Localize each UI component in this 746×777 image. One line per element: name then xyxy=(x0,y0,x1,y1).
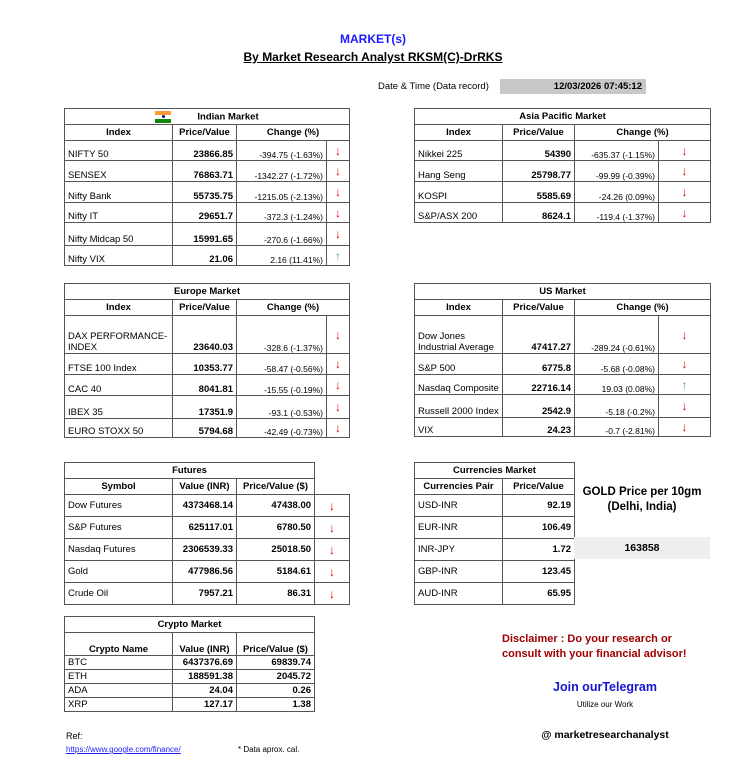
col-header: Index xyxy=(65,125,173,141)
index-value: 55735.75 xyxy=(173,182,237,203)
currency-pair: GBP-INR xyxy=(415,561,503,583)
future-value-inr: 625117.01 xyxy=(173,517,237,539)
index-change: -15.55 (-0.19%) xyxy=(237,375,327,396)
currency-value: 92.19 xyxy=(503,495,575,517)
future-value-inr: 4373468.14 xyxy=(173,495,237,517)
index-value: 17351.9 xyxy=(173,396,237,419)
europe-market-rows xyxy=(65,316,350,438)
index-name: IBEX 35 xyxy=(65,396,173,419)
table-title: Currencies Market xyxy=(415,463,575,479)
table-title: Crypto Market xyxy=(65,617,315,633)
table-row xyxy=(65,375,350,396)
index-name: SENSEX xyxy=(65,161,173,182)
table-row xyxy=(65,203,350,223)
crypto-name: ADA xyxy=(65,684,173,698)
table-row xyxy=(65,354,350,375)
currencies-rows xyxy=(415,495,575,605)
table-row xyxy=(415,354,711,375)
approx-note: * Data aprox. cal. xyxy=(238,745,300,754)
currency-pair: USD-INR xyxy=(415,495,503,517)
index-name: S&P 500 xyxy=(415,354,503,375)
utilize-note: Utilize our Work xyxy=(576,700,634,709)
table-title: Futures xyxy=(65,463,315,479)
red-down-arrow-icon: ↓ xyxy=(315,539,350,561)
crypto-value-usd: 2045.72 xyxy=(237,670,315,684)
index-value: 76863.71 xyxy=(173,161,237,182)
table-title: US Market xyxy=(415,284,711,300)
index-name: DAX PERFORMANCE-INDEX xyxy=(65,316,173,354)
col-header: Value (INR) xyxy=(173,479,237,495)
currency-value: 1.72 xyxy=(503,539,575,561)
future-symbol: Crude Oil xyxy=(65,583,173,605)
social-handle: @ marketresearchanalyst xyxy=(541,729,669,741)
future-value-usd: 5184.61 xyxy=(237,561,315,583)
gold-price-value: 163858 xyxy=(574,537,710,559)
index-value: 29651.7 xyxy=(173,203,237,223)
red-down-arrow-icon: ↓ xyxy=(327,354,350,375)
col-header: Change (%) xyxy=(575,300,711,316)
red-down-arrow-icon: ↓ xyxy=(327,316,350,354)
index-name: Nifty Bank xyxy=(65,182,173,203)
currency-value: 65.95 xyxy=(503,583,575,605)
crypto-value-inr: 24.04 xyxy=(173,684,237,698)
col-header: Change (%) xyxy=(575,125,711,141)
currencies-table xyxy=(414,462,575,605)
crypto-name: XRP xyxy=(65,698,173,712)
indian-market-rows xyxy=(65,141,350,266)
datetime-value: 12/03/2026 07:45:12 xyxy=(500,79,646,94)
index-name: NIFTY 50 xyxy=(65,141,173,161)
red-down-arrow-icon: ↓ xyxy=(659,354,711,375)
disclaimer: Disclaimer : Do your research or consult with your financial advisor! xyxy=(502,633,687,660)
future-value-inr: 477986.56 xyxy=(173,561,237,583)
futures-rows xyxy=(65,495,350,605)
table-title: Asia Pacific Market xyxy=(415,109,711,125)
col-header: Value (INR) xyxy=(173,633,237,656)
table-row xyxy=(415,161,711,182)
red-down-arrow-icon: ↓ xyxy=(659,161,711,182)
green-up-arrow-icon: ↑ xyxy=(659,375,711,395)
currency-pair: EUR-INR xyxy=(415,517,503,539)
index-value: 25798.77 xyxy=(503,161,575,182)
red-down-arrow-icon: ↓ xyxy=(327,182,350,203)
table-row xyxy=(65,698,315,712)
table-row xyxy=(415,418,711,437)
red-down-arrow-icon: ↓ xyxy=(659,418,711,437)
red-down-arrow-icon: ↓ xyxy=(315,561,350,583)
index-value: 8041.81 xyxy=(173,375,237,396)
index-change: -58.47 (-0.56%) xyxy=(237,354,327,375)
future-symbol: S&P Futures xyxy=(65,517,173,539)
red-down-arrow-icon: ↓ xyxy=(327,223,350,246)
col-header: Price/Value ($) xyxy=(237,633,315,656)
col-header: Price/Value xyxy=(173,300,237,316)
col-header: Price/Value xyxy=(503,479,575,495)
red-down-arrow-icon: ↓ xyxy=(659,141,711,161)
index-change: 2.16 (11.41%) xyxy=(237,246,327,266)
index-change: -270.6 (-1.66%) xyxy=(237,223,327,246)
india-flag-icon xyxy=(155,111,171,123)
index-change: -289.24 (-0.61%) xyxy=(575,316,659,354)
us-market-rows xyxy=(415,316,711,437)
crypto-rows xyxy=(65,656,315,712)
page-title: MARKET(s) xyxy=(340,32,406,46)
red-down-arrow-icon: ↓ xyxy=(327,396,350,419)
index-value: 6775.8 xyxy=(503,354,575,375)
index-value: 10353.77 xyxy=(173,354,237,375)
gold-price-title: GOLD Price per 10gm (Delhi, India) xyxy=(582,486,702,513)
col-header: Symbol xyxy=(65,479,173,495)
table-row xyxy=(65,141,350,161)
col-header: Change (%) xyxy=(237,300,350,316)
index-value: 15991.65 xyxy=(173,223,237,246)
col-header: Price/Value xyxy=(503,300,575,316)
table-row xyxy=(415,375,711,395)
index-name: Nifty Midcap 50 xyxy=(65,223,173,246)
future-value-inr: 2306539.33 xyxy=(173,539,237,561)
red-down-arrow-icon: ↓ xyxy=(327,203,350,223)
index-name: VIX xyxy=(415,418,503,437)
index-value: 22716.14 xyxy=(503,375,575,395)
future-value-usd: 6780.50 xyxy=(237,517,315,539)
table-row xyxy=(65,246,350,266)
table-row xyxy=(65,561,350,583)
index-change: -119.4 (-1.37%) xyxy=(575,203,659,223)
col-header: Index xyxy=(65,300,173,316)
asia-pacific-rows xyxy=(415,141,711,223)
index-value: 5794.68 xyxy=(173,419,237,438)
index-change: -42.49 (-0.73%) xyxy=(237,419,327,438)
index-value: 23640.03 xyxy=(173,316,237,354)
index-value: 23866.85 xyxy=(173,141,237,161)
crypto-value-inr: 188591.38 xyxy=(173,670,237,684)
index-change: -372.3 (-1.24%) xyxy=(237,203,327,223)
table-row xyxy=(415,495,575,517)
future-value-inr: 7957.21 xyxy=(173,583,237,605)
ref-label: Ref: xyxy=(66,731,83,741)
crypto-value-inr: 6437376.69 xyxy=(173,656,237,670)
index-change: -24.26 (0.09%) xyxy=(575,182,659,203)
currency-value: 106.49 xyxy=(503,517,575,539)
future-symbol: Dow Futures xyxy=(65,495,173,517)
index-change: -99.99 (-0.39%) xyxy=(575,161,659,182)
index-change: -0.7 (-2.81%) xyxy=(575,418,659,437)
table-row xyxy=(415,141,711,161)
index-name: Nasdaq Composite xyxy=(415,375,503,395)
red-down-arrow-icon: ↓ xyxy=(659,395,711,418)
index-name: Hang Seng xyxy=(415,161,503,182)
table-row xyxy=(65,316,350,354)
col-header: Price/Value xyxy=(173,125,237,141)
table-row xyxy=(65,161,350,182)
table-title: Indian Market xyxy=(65,109,350,125)
table-title: Europe Market xyxy=(65,284,350,300)
table-row xyxy=(65,182,350,203)
table-row xyxy=(65,656,315,670)
table-row xyxy=(65,396,350,419)
index-name: CAC 40 xyxy=(65,375,173,396)
index-change: -394.75 (-1.63%) xyxy=(237,141,327,161)
crypto-value-usd: 69839.74 xyxy=(237,656,315,670)
table-row xyxy=(415,561,575,583)
index-change: -1342.27 (-1.72%) xyxy=(237,161,327,182)
index-name: Dow Jones Industrial Average xyxy=(415,316,503,354)
crypto-value-usd: 0.26 xyxy=(237,684,315,698)
red-down-arrow-icon: ↓ xyxy=(315,495,350,517)
table-row xyxy=(65,670,315,684)
asia-pacific-market-table xyxy=(414,108,711,223)
future-value-usd: 25018.50 xyxy=(237,539,315,561)
table-row xyxy=(415,182,711,203)
green-up-arrow-icon: ↑ xyxy=(327,246,350,266)
table-row xyxy=(415,539,575,561)
col-header: Price/Value ($) xyxy=(237,479,315,495)
col-header: Crypto Name xyxy=(65,633,173,656)
crypto-value-usd: 1.38 xyxy=(237,698,315,712)
futures-table xyxy=(64,462,350,605)
index-value: 5585.69 xyxy=(503,182,575,203)
index-change: -1215.05 (-2.13%) xyxy=(237,182,327,203)
index-name: S&P/ASX 200 xyxy=(415,203,503,223)
index-change: -328.6 (-1.37%) xyxy=(237,316,327,354)
crypto-table xyxy=(64,616,315,712)
red-down-arrow-icon: ↓ xyxy=(659,316,711,354)
page-subtitle: By Market Research Analyst RKSM(C)-DrRKS xyxy=(243,50,503,64)
future-symbol: Gold xyxy=(65,561,173,583)
index-value: 47417.27 xyxy=(503,316,575,354)
index-value: 21.06 xyxy=(173,246,237,266)
table-row xyxy=(65,419,350,438)
table-row xyxy=(65,539,350,561)
index-name: Nifty IT xyxy=(65,203,173,223)
index-change: -5.68 (-0.08%) xyxy=(575,354,659,375)
index-change: -5.18 (-0.2%) xyxy=(575,395,659,418)
future-symbol: Nasdaq Futures xyxy=(65,539,173,561)
col-header: Index xyxy=(415,125,503,141)
red-down-arrow-icon: ↓ xyxy=(659,182,711,203)
table-row xyxy=(415,316,711,354)
table-row xyxy=(65,517,350,539)
table-row xyxy=(415,395,711,418)
red-down-arrow-icon: ↓ xyxy=(315,583,350,605)
index-value: 54390 xyxy=(503,141,575,161)
telegram-link[interactable]: Join ourTelegram xyxy=(553,680,657,694)
currency-pair: INR-JPY xyxy=(415,539,503,561)
future-value-usd: 86.31 xyxy=(237,583,315,605)
index-name: FTSE 100 Index xyxy=(65,354,173,375)
ref-link[interactable]: https://www.google.com/finance/ xyxy=(66,745,181,754)
currency-pair: AUD-INR xyxy=(415,583,503,605)
red-down-arrow-icon: ↓ xyxy=(327,419,350,438)
table-row xyxy=(65,583,350,605)
crypto-name: BTC xyxy=(65,656,173,670)
table-row xyxy=(415,583,575,605)
future-value-usd: 47438.00 xyxy=(237,495,315,517)
index-value: 2542.9 xyxy=(503,395,575,418)
europe-market-table xyxy=(64,283,350,438)
red-down-arrow-icon: ↓ xyxy=(315,517,350,539)
table-row xyxy=(415,203,711,223)
index-name: EURO STOXX 50 xyxy=(65,419,173,438)
crypto-name: ETH xyxy=(65,670,173,684)
us-market-table xyxy=(414,283,711,437)
col-header: Change (%) xyxy=(237,125,350,141)
red-down-arrow-icon: ↓ xyxy=(659,203,711,223)
red-down-arrow-icon: ↓ xyxy=(327,141,350,161)
table-row xyxy=(65,684,315,698)
datetime-label: Date & Time (Data record) xyxy=(378,81,489,92)
index-change: -93.1 (-0.53%) xyxy=(237,396,327,419)
col-header: Index xyxy=(415,300,503,316)
index-name: KOSPI xyxy=(415,182,503,203)
crypto-value-inr: 127.17 xyxy=(173,698,237,712)
index-value: 8624.1 xyxy=(503,203,575,223)
index-name: Nifty VIX xyxy=(65,246,173,266)
currency-value: 123.45 xyxy=(503,561,575,583)
index-value: 24.23 xyxy=(503,418,575,437)
indian-market-table xyxy=(64,108,350,266)
table-row xyxy=(65,495,350,517)
red-down-arrow-icon: ↓ xyxy=(327,161,350,182)
col-header: Price/Value xyxy=(503,125,575,141)
index-change: -635.37 (-1.15%) xyxy=(575,141,659,161)
index-name: Russell 2000 Index xyxy=(415,395,503,418)
col-header: Currencies Pair xyxy=(415,479,503,495)
red-down-arrow-icon: ↓ xyxy=(327,375,350,396)
index-change: 19.03 (0.08%) xyxy=(575,375,659,395)
table-row xyxy=(415,517,575,539)
index-name: Nikkei 225 xyxy=(415,141,503,161)
table-row xyxy=(65,223,350,246)
